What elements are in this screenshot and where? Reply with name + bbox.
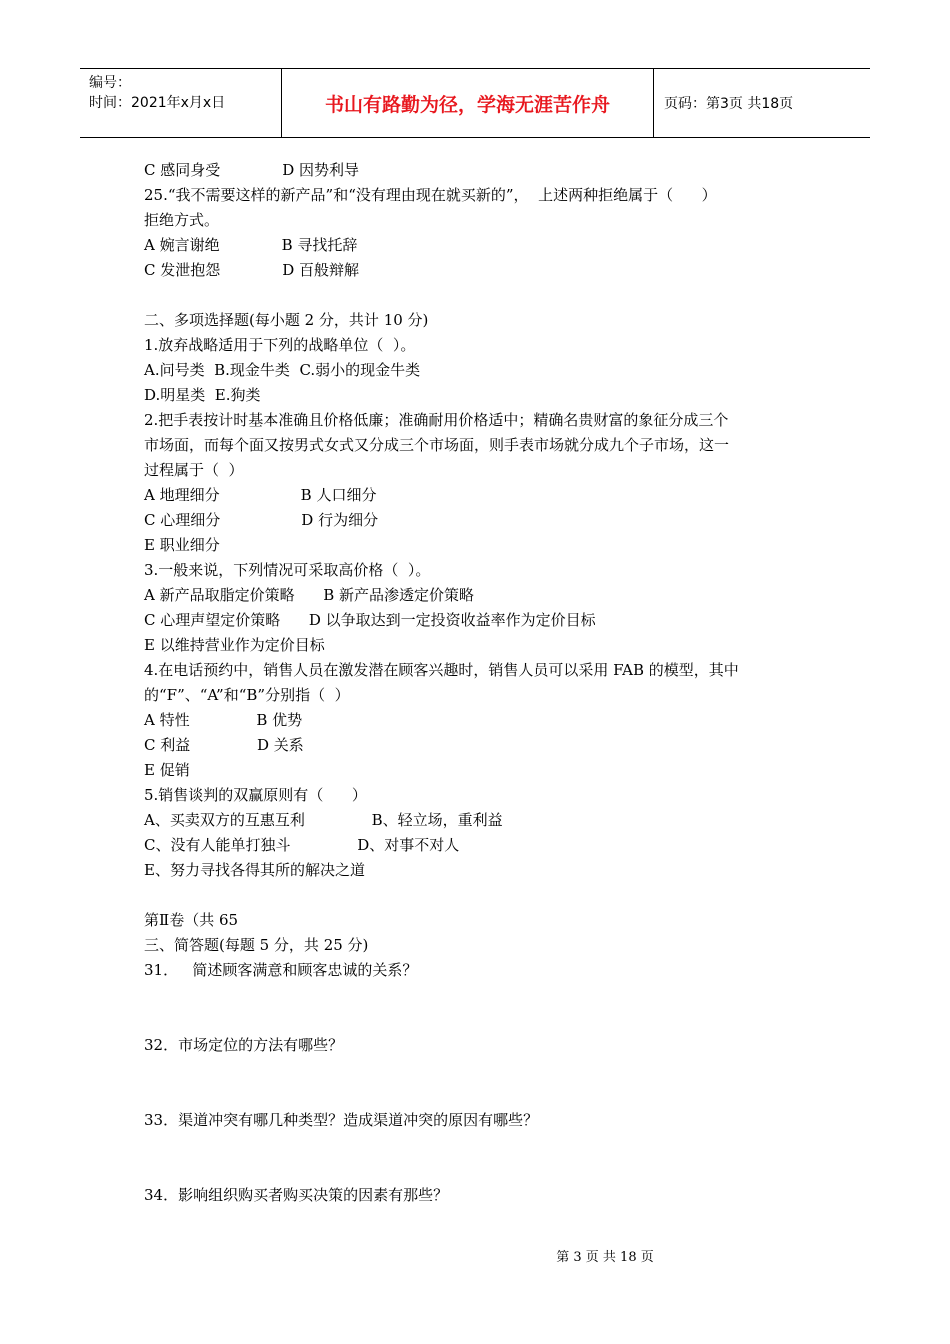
blank-line	[144, 1083, 824, 1108]
text-line: C 心理细分 D 行为细分	[144, 511, 379, 529]
text-line: 三、简答题(每题 5 分，共 25 分)	[144, 936, 369, 954]
text-line: 5.销售谈判的双赢原则有（ ）	[144, 786, 367, 804]
text-line: C 感同身受 D 因势利导	[144, 161, 360, 179]
header-page-cell	[654, 69, 870, 137]
text-line: A、买卖双方的互惠互利 B、轻立场，重利益	[144, 811, 503, 829]
text-line: 拒绝方式。	[144, 211, 220, 229]
text-line: 25.“我不需要这样的新产品”和“没有理由现在就买新的”， 上述两种拒绝属于（ ）	[144, 186, 717, 204]
text-line: C、没有人能单打独斗 D、对事不对人	[144, 836, 460, 854]
text-line: A 特性 B 优势	[144, 711, 303, 729]
text-line: D.明星类 E.狗类	[144, 386, 261, 404]
text-line: A 婉言谢绝 B 寻找托辞	[144, 236, 358, 254]
text-line: E 职业细分	[144, 536, 220, 554]
text-line: 31． 简述顾客满意和顾客忠诚的关系？	[144, 961, 418, 979]
blank-line	[144, 883, 824, 908]
text-line: 33．渠道冲突有哪几种类型？造成渠道冲突的原因有哪些？	[144, 1111, 539, 1129]
blank-line	[144, 283, 824, 308]
text-line: 2.把手表按计时基本准确且价格低廉；准确耐用价格适中；精确名贵财富的象征分成三个	[144, 411, 729, 429]
footer-page-number: 第 3 页 共 18 页	[556, 1250, 654, 1265]
text-line: 第Ⅱ卷（共 65	[144, 911, 239, 929]
motto-text: 书山有路勤为径，学海无涯苦作舟	[324, 93, 610, 116]
text-line: 过程属于（ ）	[144, 461, 244, 479]
blank-line	[144, 1158, 824, 1183]
text-line: A 地理细分 B 人口细分	[144, 486, 377, 504]
page-label: 页码：第3页 共18页	[664, 96, 794, 112]
text-line: C 发泄抱怨 D 百般辩解	[144, 261, 360, 279]
header-motto-cell	[282, 69, 654, 137]
blank-line	[144, 1058, 824, 1083]
blank-line	[144, 1008, 824, 1033]
blank-line	[144, 983, 824, 1008]
page-footer	[0, 1246, 950, 1265]
text-line: 3.一般来说，下列情况可采取高价格（ ）。	[144, 561, 431, 579]
document-body	[144, 158, 824, 1208]
text-line: C 心理声望定价策略 D 以争取达到一定投资收益率作为定价目标	[144, 611, 596, 629]
text-line: 34．影响组织购买者购买决策的因素有那些？	[144, 1186, 449, 1204]
text-line: 32．市场定位的方法有哪些？	[144, 1036, 344, 1054]
text-line: A 新产品取脂定价策略 B 新产品渗透定价策略	[144, 586, 475, 604]
text-line: E 以维持营业作为定价目标	[144, 636, 325, 654]
text-line: 二、多项选择题(每小题 2 分，共计 10 分)	[144, 311, 429, 329]
blank-line	[144, 1133, 824, 1158]
text-line: 1.放弃战略适用于下列的战略单位（ ）。	[144, 336, 416, 354]
text-line: 市场面，而每个面又按男式女式又分成三个市场面，则手表市场就分成九个子市场，这一	[144, 436, 730, 454]
text-line: C 利益 D 关系	[144, 736, 304, 754]
text-line: A.问号类 B.现金牛类 C.弱小的现金牛类	[144, 361, 421, 379]
text-line: 4.在电话预约中，销售人员在激发潜在顾客兴趣时，销售人员可以采用 FAB 的模型，其中	[144, 661, 739, 679]
text-line: E 促销	[144, 761, 190, 779]
page-header	[80, 68, 870, 138]
header-info-cell	[80, 69, 282, 137]
serial-label: 编号：	[89, 75, 131, 91]
text-line: 的“F”、“A”和“B”分别指（ ）	[144, 686, 350, 704]
text-line: E、努力寻找各得其所的解决之道	[144, 861, 365, 879]
time-label: 时间：2021年x月x日	[89, 95, 226, 111]
